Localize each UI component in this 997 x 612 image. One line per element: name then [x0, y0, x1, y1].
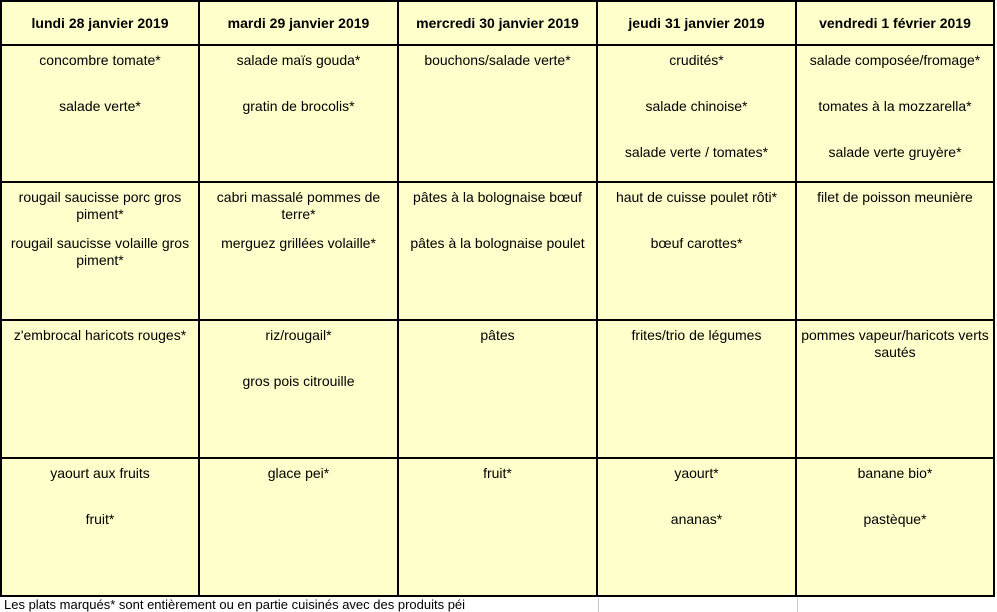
menu-cell-entree-day-5: [797, 46, 995, 183]
menu-item: gratin de brocolis*: [242, 98, 355, 114]
menu-item: pâtes à la bolognaise poulet: [410, 235, 585, 251]
menu-cell-plat-day-4: [598, 183, 797, 321]
menu-cell-dessert-day-3: [399, 459, 598, 597]
menu-item: z'embrocal haricots rouges*: [13, 327, 187, 343]
menu-cell-plat-day-3: [399, 183, 598, 321]
sheet-gridline: [797, 598, 798, 612]
menu-cell-entree-day-4: [598, 46, 797, 183]
menu-item: pommes vapeur/haricots verts sautés: [801, 327, 989, 360]
menu-item: fruit*: [483, 465, 512, 481]
menu-item: cabri massalé pommes de terre*: [216, 189, 381, 222]
menu-item: haut de cuisse poulet rôti*: [615, 189, 778, 205]
menu-item: rougail saucisse porc gros piment*: [18, 189, 182, 222]
sheet-gridline: [598, 598, 599, 612]
menu-item: riz/rougail*: [265, 327, 332, 343]
menu-item: filet de poisson meunière: [817, 189, 973, 205]
menu-cell-accompagnement-day-1: [0, 321, 200, 459]
menu-item: pâtes: [480, 327, 515, 343]
menu-item: salade composée/fromage*: [809, 52, 981, 68]
menu-cell-dessert-day-2: [200, 459, 399, 597]
menu-cell-entree-day-3: [399, 46, 598, 183]
menu-item: yaourt*: [674, 465, 719, 481]
menu-item: rougail saucisse volaille gros piment*: [10, 235, 190, 268]
menu-cell-accompagnement-day-2: [200, 321, 399, 459]
menu-item: concombre tomate*: [39, 52, 161, 68]
footer-note: Les plats marqués* sont entièrement ou en partie cuisinés avec des produits péi: [4, 597, 466, 612]
menu-cell-entree-day-2: [200, 46, 399, 183]
menu-item: pâtes à la bolognaise bœuf: [413, 189, 582, 205]
menu-item: crudités*: [669, 52, 724, 68]
menu-item: salade verte gruyère*: [828, 144, 962, 160]
header-day-3: mercredi 30 janvier 2019: [399, 0, 598, 46]
header-day-5: vendredi 1 février 2019: [797, 0, 995, 46]
menu-cell-dessert-day-4: [598, 459, 797, 597]
menu-item: merguez grillées volaille*: [221, 235, 376, 251]
menu-item: yaourt aux fruits: [50, 465, 150, 481]
menu-cell-plat-day-2: [200, 183, 399, 321]
menu-item: salade verte / tomates*: [624, 144, 769, 160]
menu-item: fruit*: [85, 511, 115, 527]
menu-item: banane bio*: [857, 465, 933, 481]
menu-item: pastèque*: [863, 511, 927, 527]
menu-cell-accompagnement-day-3: [399, 321, 598, 459]
header-day-1: lundi 28 janvier 2019: [0, 0, 200, 46]
menu-item: salade verte*: [59, 98, 141, 114]
menu-item: salade maïs gouda*: [236, 52, 361, 68]
menu-item: salade chinoise*: [645, 98, 748, 114]
menu-cell-dessert-day-1: [0, 459, 200, 597]
menu-item: bouchons/salade verte*: [424, 52, 571, 68]
menu-item: gros pois citrouille: [242, 373, 355, 389]
menu-item: bœuf carottes*: [650, 235, 743, 251]
menu-cell-plat-day-1: [0, 183, 200, 321]
menu-item: frites/trio de légumes: [631, 327, 762, 343]
menu-item: glace pei*: [267, 465, 330, 481]
menu-item: tomates à la mozzarella*: [818, 98, 972, 114]
menu-cell-dessert-day-5: [797, 459, 995, 597]
menu-cell-accompagnement-day-4: [598, 321, 797, 459]
header-day-2: mardi 29 janvier 2019: [200, 0, 399, 46]
menu-cell-accompagnement-day-5: [797, 321, 995, 459]
header-day-4: jeudi 31 janvier 2019: [598, 0, 797, 46]
menu-item: ananas*: [670, 511, 723, 527]
menu-cell-plat-day-5: [797, 183, 995, 321]
menu-cell-entree-day-1: [0, 46, 200, 183]
